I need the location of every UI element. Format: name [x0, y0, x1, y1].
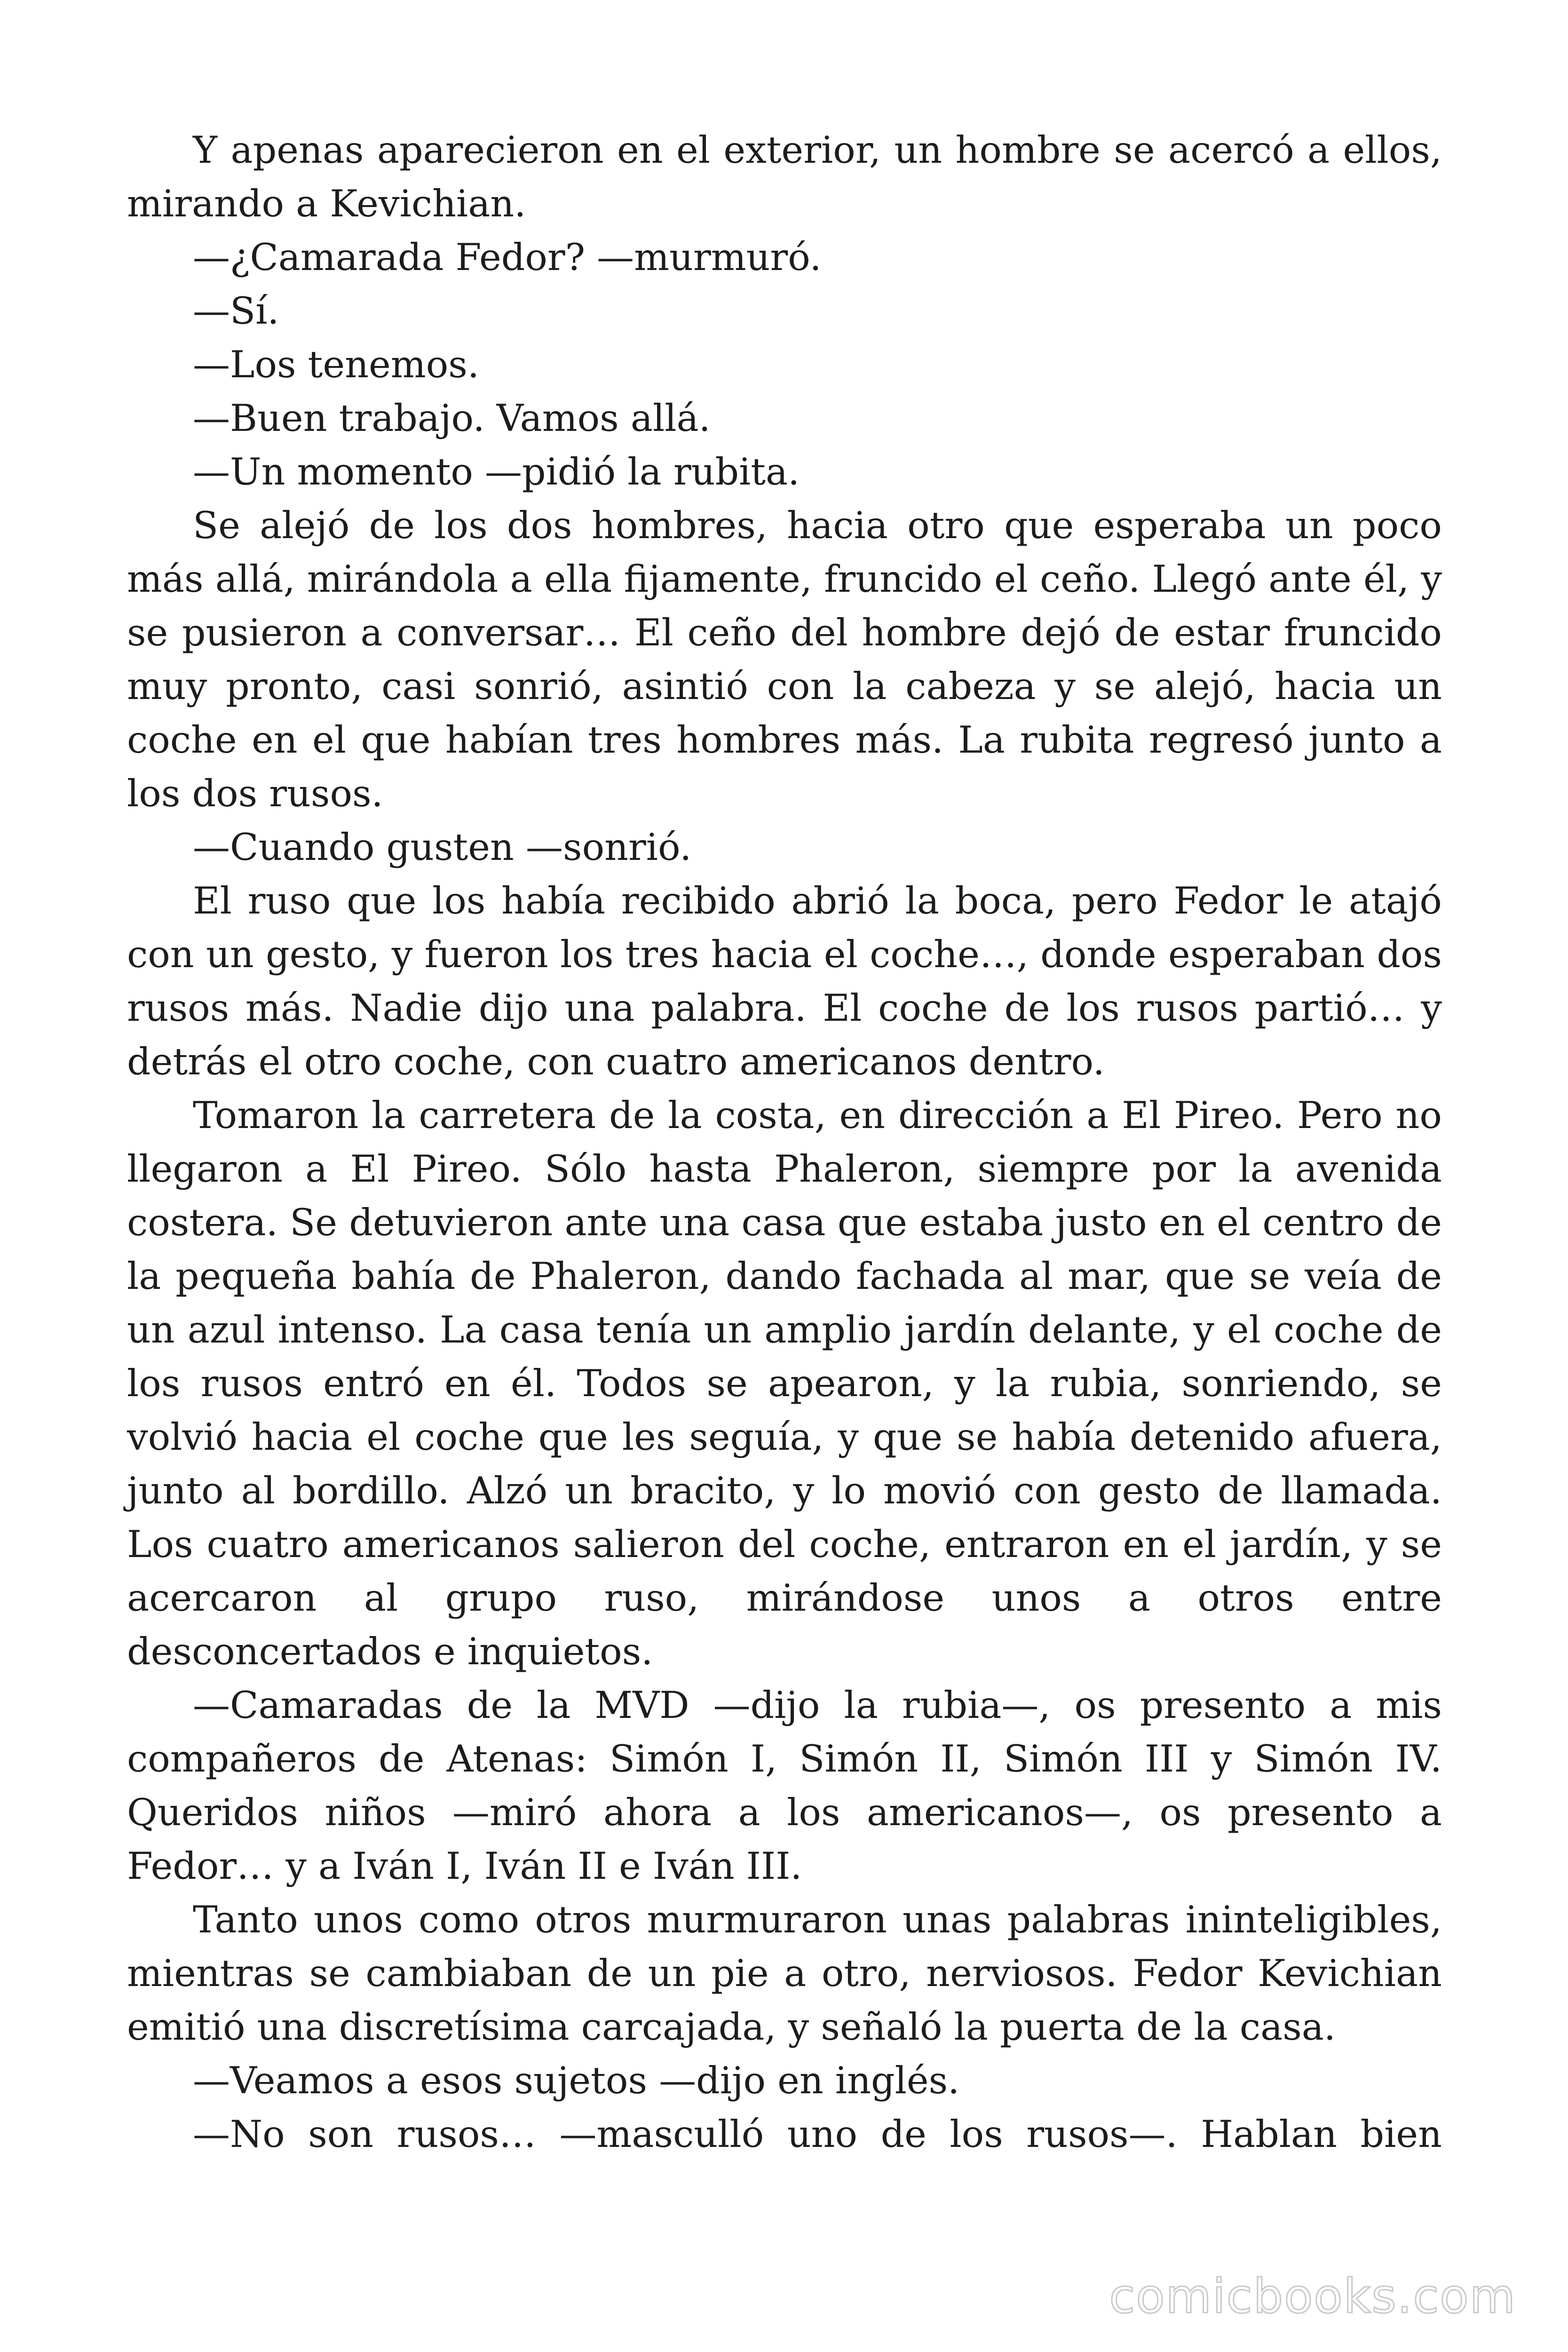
paragraph: Tomaron la carretera de la costa, en dirección a El Pireo. Pero no llegaron a El Pireo. Sólo hasta Phaleron, siempre por la avenida costera. Se detuvieron ante una casa que estaba justo en el centro de la pequeña bahía de Phaleron, dando fachada al mar, que se veía de un azul intenso. La casa tenía un amplio jardín delante, y el coche de los rusos entró en él. Todos se apearon, y la rubia, sonriendo, se volvió hacia el coche que les seguía, y que se había detenido afuera, junto al bordillo. Alzó un bracito, y lo movió con gesto de llamada. Los cuatro americanos salieron del coche, entraron en el jardín, y se acercaron al grupo ruso, mirándose unos a otros entre desconcertados e inquietos.: [127, 1094, 1442, 1673]
paragraph: Y apenas aparecieron en el exterior, un hombre se acercó a ellos, mirando a Kevichian.: [127, 128, 1442, 225]
paragraph: —Veamos a esos sujetos —dijo en inglés.: [193, 2059, 960, 2102]
book-page-text: [127, 123, 1442, 2161]
paragraph: —Un momento —pidió la rubita.: [193, 450, 800, 493]
paragraph: —Los tenemos.: [193, 343, 479, 386]
paragraph-continued: —No son rusos… —masculló uno de los rusos—. Hablan bien: [193, 2113, 1442, 2156]
paragraph: El ruso que los había recibido abrió la boca, pero Fedor le atajó con un gesto, y fueron los tres hacia el coche…, donde esperaban dos rusos más. Nadie dijo una palabra. El coche de los rusos partió… y detrás el otro coche, con cuatro americanos dentro.: [127, 879, 1442, 1083]
paragraph: —Cuando gusten —sonrió.: [193, 826, 692, 869]
paragraph: —¿Camarada Fedor? —murmuró.: [193, 236, 822, 279]
paragraph: Tanto unos como otros murmuraron unas palabras ininteligibles, mientras se cambiaban de un pie a otro, nerviosos. Fedor Kevichian emitió una discretísima carcajada, y señaló la puerta de la casa.: [127, 1898, 1442, 2049]
paragraph: —Camaradas de la MVD —dijo la rubia—, os presento a mis compañeros de Atenas: Simón I, Simón II, Simón III y Simón IV. Queridos niños —miró ahora a los americanos—, os presento a Fedor… y a Iván I, Iván II e Iván III.: [127, 1684, 1442, 1888]
paragraph: Se alejó de los dos hombres, hacia otro que esperaba un poco más allá, mirándola a ella fijamente, fruncido el ceño. Llegó ante él, y se pusieron a conversar… El ceño del hombre dejó de estar fruncido muy pronto, casi sonrió, asintió con la cabeza y se alejó, hacia un coche en el que habían tres hombres más. La rubita regresó junto a los dos rusos.: [127, 504, 1442, 815]
site-watermark: comicbooks.com: [1109, 2269, 1516, 2324]
paragraph: —Sí.: [193, 289, 279, 333]
paragraph: —Buen trabajo. Vamos allá.: [193, 397, 711, 440]
